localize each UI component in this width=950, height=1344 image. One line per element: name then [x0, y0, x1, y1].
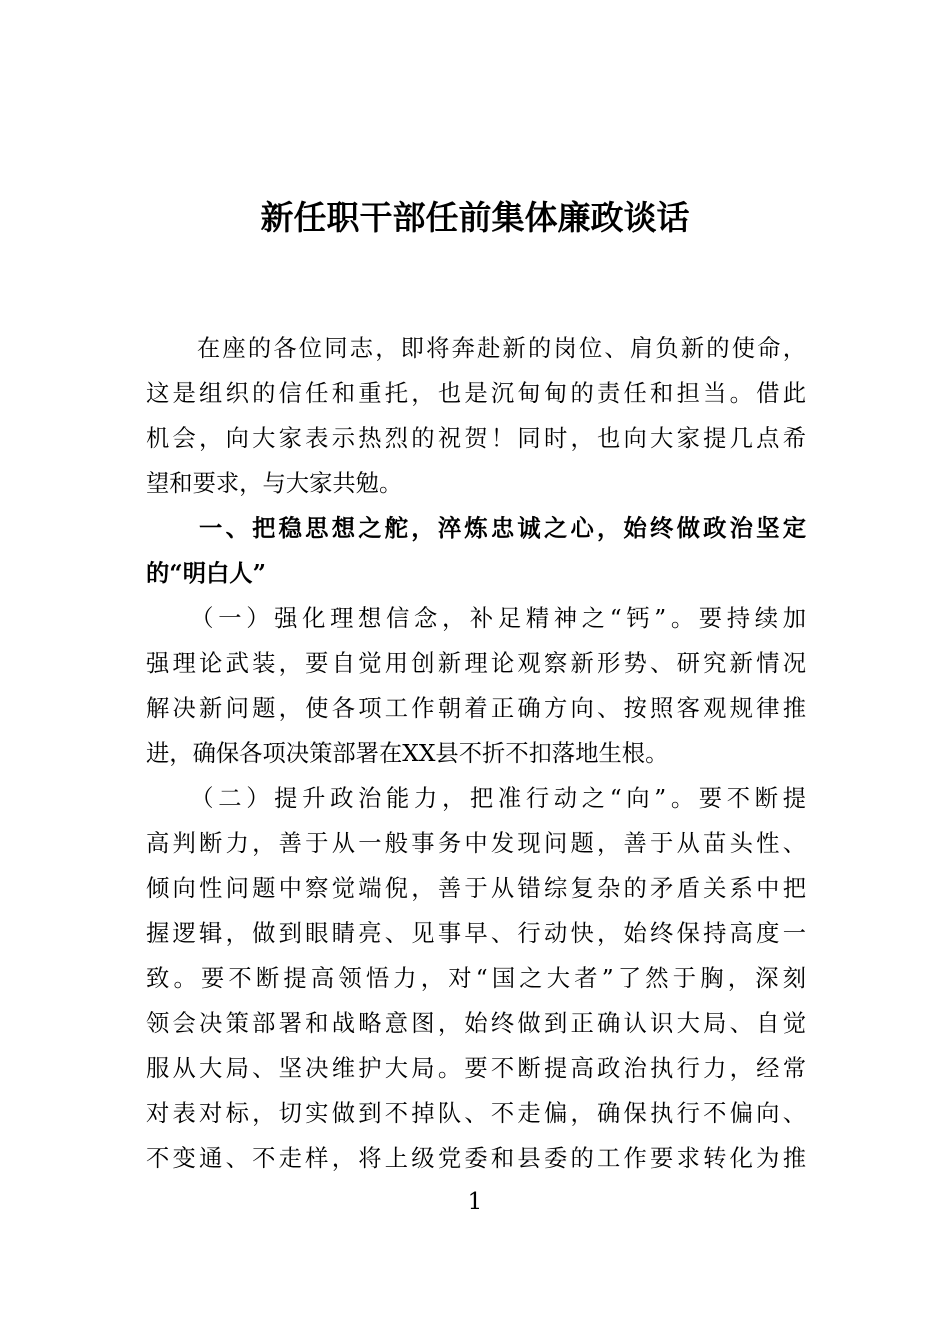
document-body — [146, 326, 806, 1181]
section-heading-line: 一、把稳思想之舵，淬炼忠诚之心，始终做政治坚定 — [146, 515, 806, 542]
body-line: 解决新问题，使各项工作朝着正确方向、按照客观规律推 — [146, 695, 806, 722]
body-line: 在座的各位同志，即将奔赴新的岗位、肩负新的使命， — [146, 335, 806, 362]
body-line: 领会决策部署和战略意图，始终做到正确认识大局、自觉 — [146, 1010, 806, 1037]
body-line: 致。要不断提高领悟力，对“国之大者”了然于胸，深刻 — [146, 965, 806, 992]
document-title: 新任职干部任前集体廉政谈话 — [260, 198, 690, 237]
body-line: 服从大局、坚决维护大局。要不断提高政治执行力，经常 — [146, 1055, 806, 1082]
body-line: 这是组织的信任和重托，也是沉甸甸的责任和担当。借此 — [146, 380, 806, 407]
body-line: 对表对标，切实做到不掉队、不走偏，确保执行不偏向、 — [146, 1100, 806, 1127]
body-line: （一）强化理想信念，补足精神之“钙”。要持续加 — [146, 605, 806, 632]
body-line: 强理论武装，要自觉用创新理论观察新形势、研究新情况 — [146, 650, 806, 677]
body-line: 望和要求，与大家共勉。 — [146, 470, 403, 497]
body-line: 倾向性问题中察觉端倪，善于从错综复杂的矛盾关系中把 — [146, 875, 806, 902]
body-line: 机会，向大家表示热烈的祝贺！同时，也向大家提几点希 — [146, 425, 806, 452]
body-line: （二）提升政治能力，把准行动之“向”。要不断提 — [146, 785, 806, 812]
page-number: 1 — [467, 1189, 483, 1215]
body-line: 高判断力，善于从一般事务中发现问题，善于从苗头性、 — [146, 830, 806, 857]
body-line: 不变通、不走样，将上级党委和县委的工作要求转化为推 — [146, 1145, 806, 1172]
section-heading-line: 的“明白人” — [146, 560, 266, 587]
body-line: 握逻辑，做到眼睛亮、见事早、行动快，始终保持高度一 — [146, 920, 806, 947]
body-line: 进，确保各项决策部署在XX县不折不扣落地生根。 — [146, 740, 669, 767]
